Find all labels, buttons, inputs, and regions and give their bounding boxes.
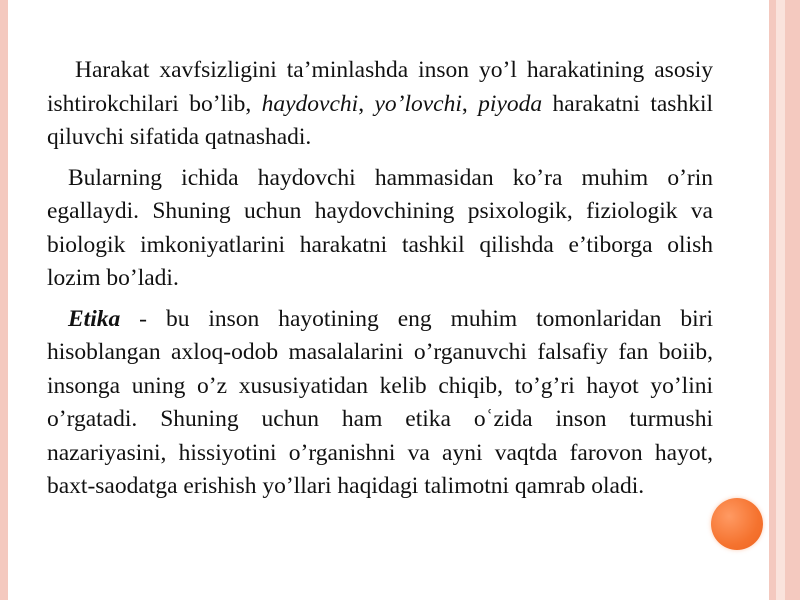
paragraph-3 bbox=[47, 303, 713, 504]
left-border-stripe bbox=[0, 0, 8, 600]
term-etika: Etika bbox=[68, 305, 121, 332]
paragraph-1-text-a: Harakat xavfsizligini ta’minlashda inson yo’l harakatining asosiy ishtirokchilari bo’lib, bbox=[47, 57, 713, 117]
right-border-inner-stripe bbox=[776, 0, 785, 600]
term-haydovchi: haydovchi bbox=[261, 90, 359, 117]
paragraph-1 bbox=[47, 54, 713, 155]
paragraph-1-sep-a: , bbox=[358, 90, 375, 117]
paragraph-1-text-b: harakatni tashkil qiluvchi sifatida qatnashadi. bbox=[47, 90, 714, 150]
decorative-orange-circle bbox=[711, 498, 763, 550]
paragraph-3-text: - bu inson hayotining eng muhim tomonlaridan biri hisoblangan axloq-odob masalalarini o’rganuvchi falsafiy fan boiib, insonga uning o’z xususiyatidan kelib chiqib, to’g’ri hayot yo’lini o’rgatadi. Shuning uchun ham etika oʿzida inson turmushi nazariyasini, hissiyotini o’rganishni va ayni vaqtda farovon hayot, baxt-saodatga erishish yo’llari haqidagi talimotni qamrab oladi. bbox=[47, 305, 713, 499]
term-yolovchi: yo’lovchi bbox=[374, 90, 462, 117]
term-piyoda: piyoda bbox=[478, 90, 543, 117]
paragraph-2: Bularning ichida haydovchi hammasidan ko’ra muhim o’rin egallaydi. Shuning uchun haydovchining psixologik, fiziologik va biologik imkoniyatlarini harakatni tashkil qilishda e’tiborga olish lozim bo’ladi. bbox=[47, 164, 713, 291]
slide-body-text bbox=[47, 54, 713, 511]
paragraph-1-sep-b: , bbox=[461, 90, 479, 117]
